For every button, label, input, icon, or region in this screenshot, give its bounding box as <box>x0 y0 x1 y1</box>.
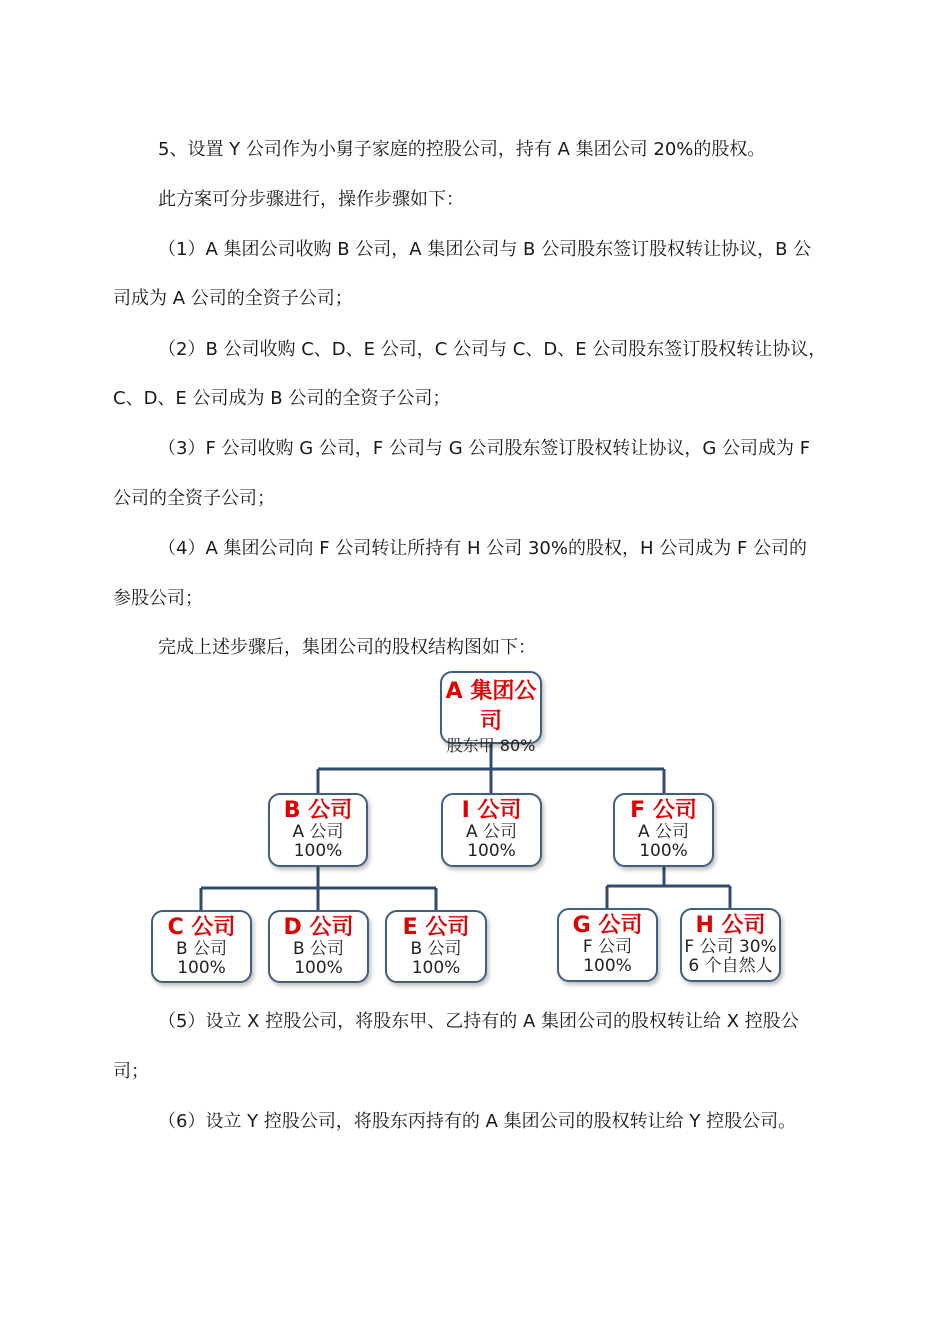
node-d-company <box>268 910 369 983</box>
paragraph-item4-line2: 参股公司； <box>113 588 203 609</box>
node-f-share: 100% <box>639 841 688 861</box>
node-d-name: D 公司 <box>283 915 354 940</box>
paragraph-step5: 5、设置 Y 公司作为小舅子家庭的控股公司，持有 A 集团公司 20%的股权。 <box>158 139 766 160</box>
node-b-name: B 公司 <box>283 798 353 823</box>
paragraph-item4-line1: （4）A 集团公司向 F 公司转让所持有 H 公司 30%的股权，H 公司成为 F 公司的 <box>158 538 808 559</box>
paragraph-item2-line2: C、D、E 公司成为 B 公司的全资子公司； <box>113 388 451 409</box>
node-b-company <box>268 793 368 867</box>
node-a-name-line2: 司 <box>479 709 502 734</box>
node-h-company <box>680 908 781 982</box>
node-e-share: 100% <box>411 958 461 978</box>
paragraph-item1-line1: （1）A 集团公司收购 B 公司，A 集团公司与 B 公司股东签订股权转让协议，B 公 <box>158 239 812 260</box>
paragraph-item5-line2: 司； <box>113 1061 149 1082</box>
node-f-company <box>613 793 714 867</box>
node-c-name: C 公司 <box>167 915 236 940</box>
node-d-share: 100% <box>294 958 343 978</box>
paragraph-item5-line1: （5）设立 X 控股公司，将股东甲、乙持有的 A 集团公司的股权转让给 X 控股公 <box>158 1011 799 1032</box>
node-e-name: E 公司 <box>402 915 470 940</box>
node-i-name: I 公司 <box>461 798 522 823</box>
paragraph-chart-intro: 完成上述步骤后，集团公司的股权结构图如下： <box>158 637 536 658</box>
node-c-owner: B 公司 <box>175 939 228 959</box>
node-g-owner: F 公司 <box>582 937 633 957</box>
node-b-share: 100% <box>293 841 343 861</box>
paragraph-item3-line1: （3）F 公司收购 G 公司，F 公司与 G 公司股东签订股权转让协议，G 公司成为 F <box>158 438 811 459</box>
node-b-owner: A 公司 <box>292 822 344 842</box>
node-a-group <box>440 671 542 755</box>
node-c-company <box>151 910 252 983</box>
node-a-name-line1: A 集团公 <box>445 679 537 704</box>
node-f-name: F 公司 <box>630 798 697 823</box>
node-c-share: 100% <box>177 958 226 978</box>
node-g-share: 100% <box>583 956 632 976</box>
node-e-company <box>385 910 487 983</box>
paragraph-item2-line1: （2）B 公司收购 C、D、E 公司，C 公司与 C、D、E 公司股东签订股权转让协议， <box>158 339 827 360</box>
node-h-owner: F 公司 30% <box>684 937 777 957</box>
paragraph-item1-line2: 司成为 A 公司的全资子公司； <box>113 288 353 309</box>
node-a-shareholder: 股东甲 80% <box>446 736 536 755</box>
paragraph-intro: 此方案可分步骤进行，操作步骤如下： <box>158 189 464 210</box>
node-i-company <box>441 793 542 867</box>
node-f-owner: A 公司 <box>637 822 690 842</box>
paragraph-item3-line2: 公司的全资子公司； <box>113 488 275 509</box>
node-e-owner: B 公司 <box>410 939 462 959</box>
node-h-name: H 公司 <box>695 913 766 938</box>
node-g-name: G 公司 <box>572 913 643 938</box>
node-h-holders: 6 个自然人 <box>688 956 773 976</box>
paragraph-item6: （6）设立 Y 控股公司，将股东丙持有的 A 集团公司的股权转让给 Y 控股公司。 <box>158 1111 797 1132</box>
node-i-share: 100% <box>467 841 516 861</box>
node-i-owner: A 公司 <box>465 822 518 842</box>
node-g-company <box>557 908 658 982</box>
node-d-owner: B 公司 <box>292 939 345 959</box>
